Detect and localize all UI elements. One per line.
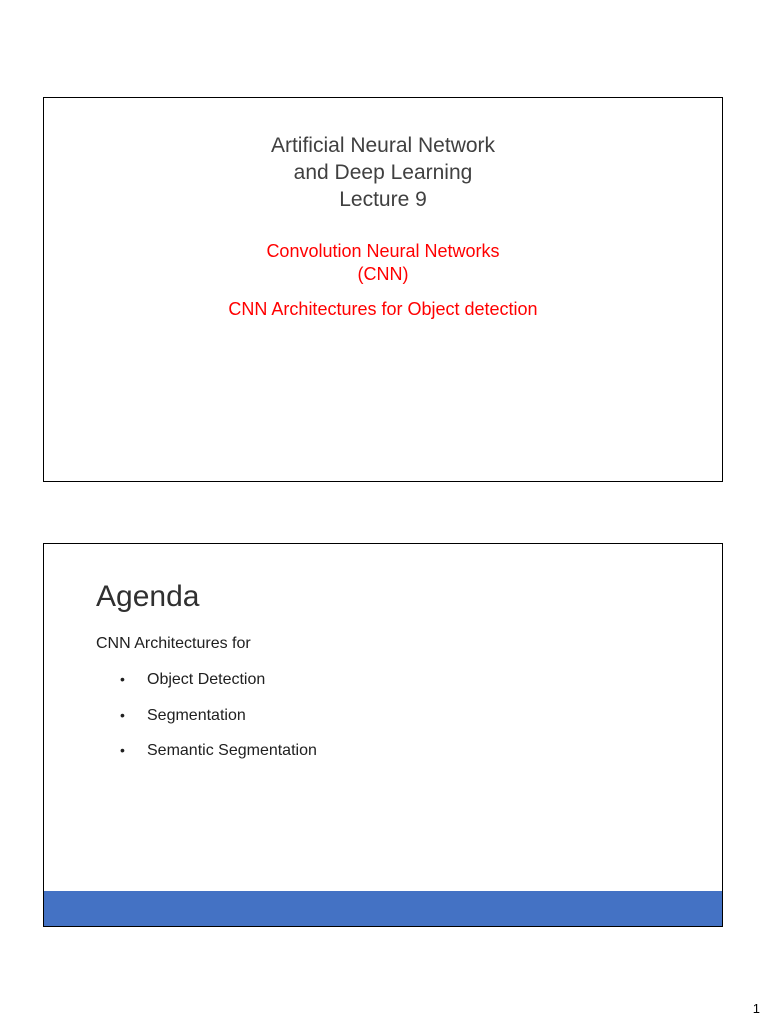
list-item <box>120 668 317 704</box>
agenda-list <box>120 668 317 775</box>
list-item-label: Object Detection <box>147 671 266 688</box>
subtitle-line: (CNN) <box>357 264 409 284</box>
agenda-title: Agenda <box>96 580 200 613</box>
list-item <box>120 739 317 775</box>
title-line: and Deep Learning <box>293 161 473 184</box>
page-number: 1 <box>752 1001 760 1016</box>
lecture-subtitle <box>44 240 722 321</box>
agenda-lead-text: CNN Architectures for <box>96 635 251 652</box>
bullet-icon: • <box>120 671 125 687</box>
list-item <box>120 704 317 740</box>
bullet-icon: • <box>120 742 125 758</box>
list-item-label: Semantic Segmentation <box>147 742 317 759</box>
title-line: Artificial Neural Network <box>270 134 496 157</box>
title-slide <box>43 97 723 482</box>
bullet-icon: • <box>120 706 125 723</box>
agenda-slide <box>43 543 723 927</box>
lecture-title <box>44 132 722 213</box>
subtitle-line: Convolution Neural Networks <box>266 241 500 261</box>
title-line: Lecture 9 <box>339 188 427 211</box>
subtitle-line: CNN Architectures for Object detection <box>228 299 538 319</box>
footer-bar <box>44 891 722 926</box>
list-item-label: Segmentation <box>147 706 246 724</box>
